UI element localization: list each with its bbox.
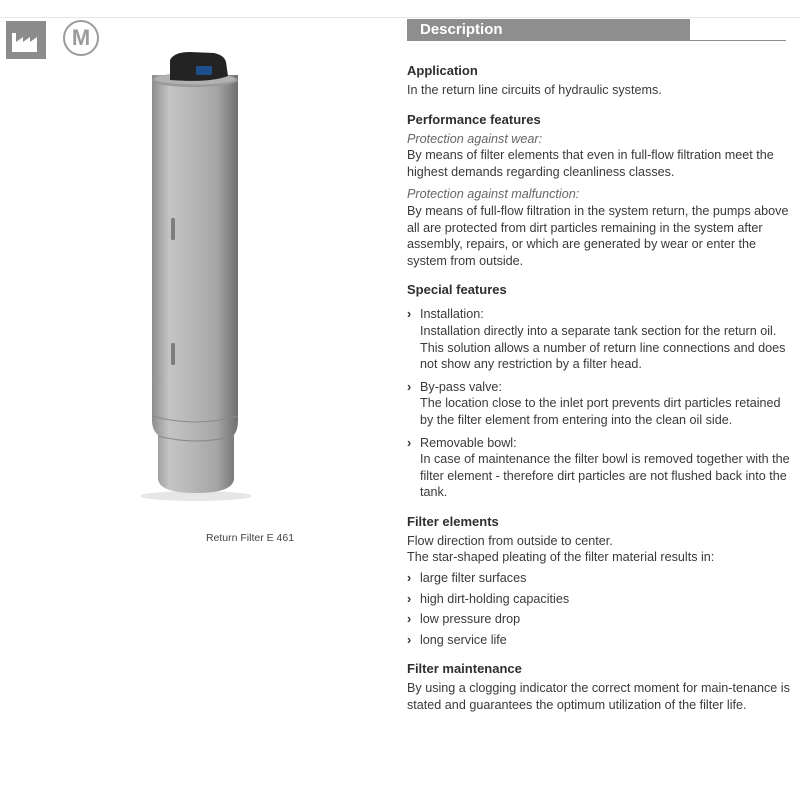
special-item-title: By-pass valve:	[420, 379, 502, 394]
special-item-title: Removable bowl:	[420, 435, 517, 450]
description-content	[407, 62, 792, 726]
maintenance-section	[407, 660, 792, 713]
chevron-right-icon: ›	[407, 307, 412, 322]
list-item	[407, 611, 792, 628]
filter-elements-section	[407, 513, 792, 649]
list-item	[407, 306, 792, 372]
malfunction-label: Protection against malfunction:	[407, 187, 580, 202]
description-header: Description	[407, 19, 690, 41]
list-item	[407, 435, 792, 501]
filter-elements-line1: Flow direction from outside to center.	[407, 533, 613, 548]
factory-icon	[6, 21, 46, 59]
special-features-section	[407, 281, 792, 501]
performance-section	[407, 111, 792, 270]
malfunction-text: By means of full-flow filtration in the system return, the pumps above all are protected from dirt particles remaining in the system after assembly, repairs, or which are generated by wear or enter the system from outside.	[407, 203, 789, 268]
element-benefit: long service life	[420, 632, 507, 647]
filter-elements-heading: Filter elements	[407, 513, 499, 529]
element-benefit: low pressure drop	[420, 612, 521, 627]
application-heading: Application	[407, 63, 478, 78]
application-section	[407, 62, 792, 99]
chevron-right-icon: ›	[407, 435, 412, 450]
filter-elements-line2: The star-shaped pleating of the filter material results in:	[407, 550, 715, 565]
product-caption: Return Filter E 461	[205, 532, 295, 544]
return-filter-image	[130, 50, 260, 510]
top-divider	[0, 17, 800, 18]
application-text: In the return line circuits of hydraulic systems.	[407, 83, 662, 97]
chevron-right-icon: ›	[407, 612, 412, 627]
special-item-text: In case of maintenance the filter bowl is removed together with the filter element - therefore dirt particles are not flushed back into the tank.	[420, 452, 790, 500]
special-item-text: The location close to the inlet port prevents dirt particles retained by the filter element from entering into the clean oil side.	[420, 396, 781, 427]
maintenance-text: By using a clogging indicator the correct moment for main-tenance is stated and guarantees the optimum utilization of the filter life.	[407, 681, 790, 713]
chevron-right-icon: ›	[407, 379, 412, 394]
special-item-text: Installation directly into a separate tank section for the return oil. This solution allows a number of return line connections and does not show any restriction by a filter head.	[420, 323, 786, 372]
description-header-rule	[690, 40, 786, 41]
element-benefit: large filter surfaces	[420, 571, 527, 586]
list-item	[407, 379, 792, 429]
list-item	[407, 632, 792, 649]
list-item	[407, 570, 792, 587]
performance-heading: Performance features	[407, 111, 541, 127]
chevron-right-icon: ›	[407, 591, 412, 606]
wear-label: Protection against wear:	[407, 131, 543, 146]
chevron-right-icon: ›	[407, 632, 412, 647]
list-item	[407, 591, 792, 608]
maintenance-heading: Filter maintenance	[407, 661, 522, 677]
special-item-title: Installation:	[420, 307, 484, 322]
special-features-heading: Special features	[407, 282, 507, 298]
wear-text: By means of filter elements that even in full-flow filtration meet the highest demands regarding cleanliness classes.	[407, 148, 774, 179]
element-benefit: high dirt-holding capacities	[420, 591, 570, 606]
m-badge: M	[63, 20, 99, 56]
chevron-right-icon: ›	[407, 571, 412, 586]
